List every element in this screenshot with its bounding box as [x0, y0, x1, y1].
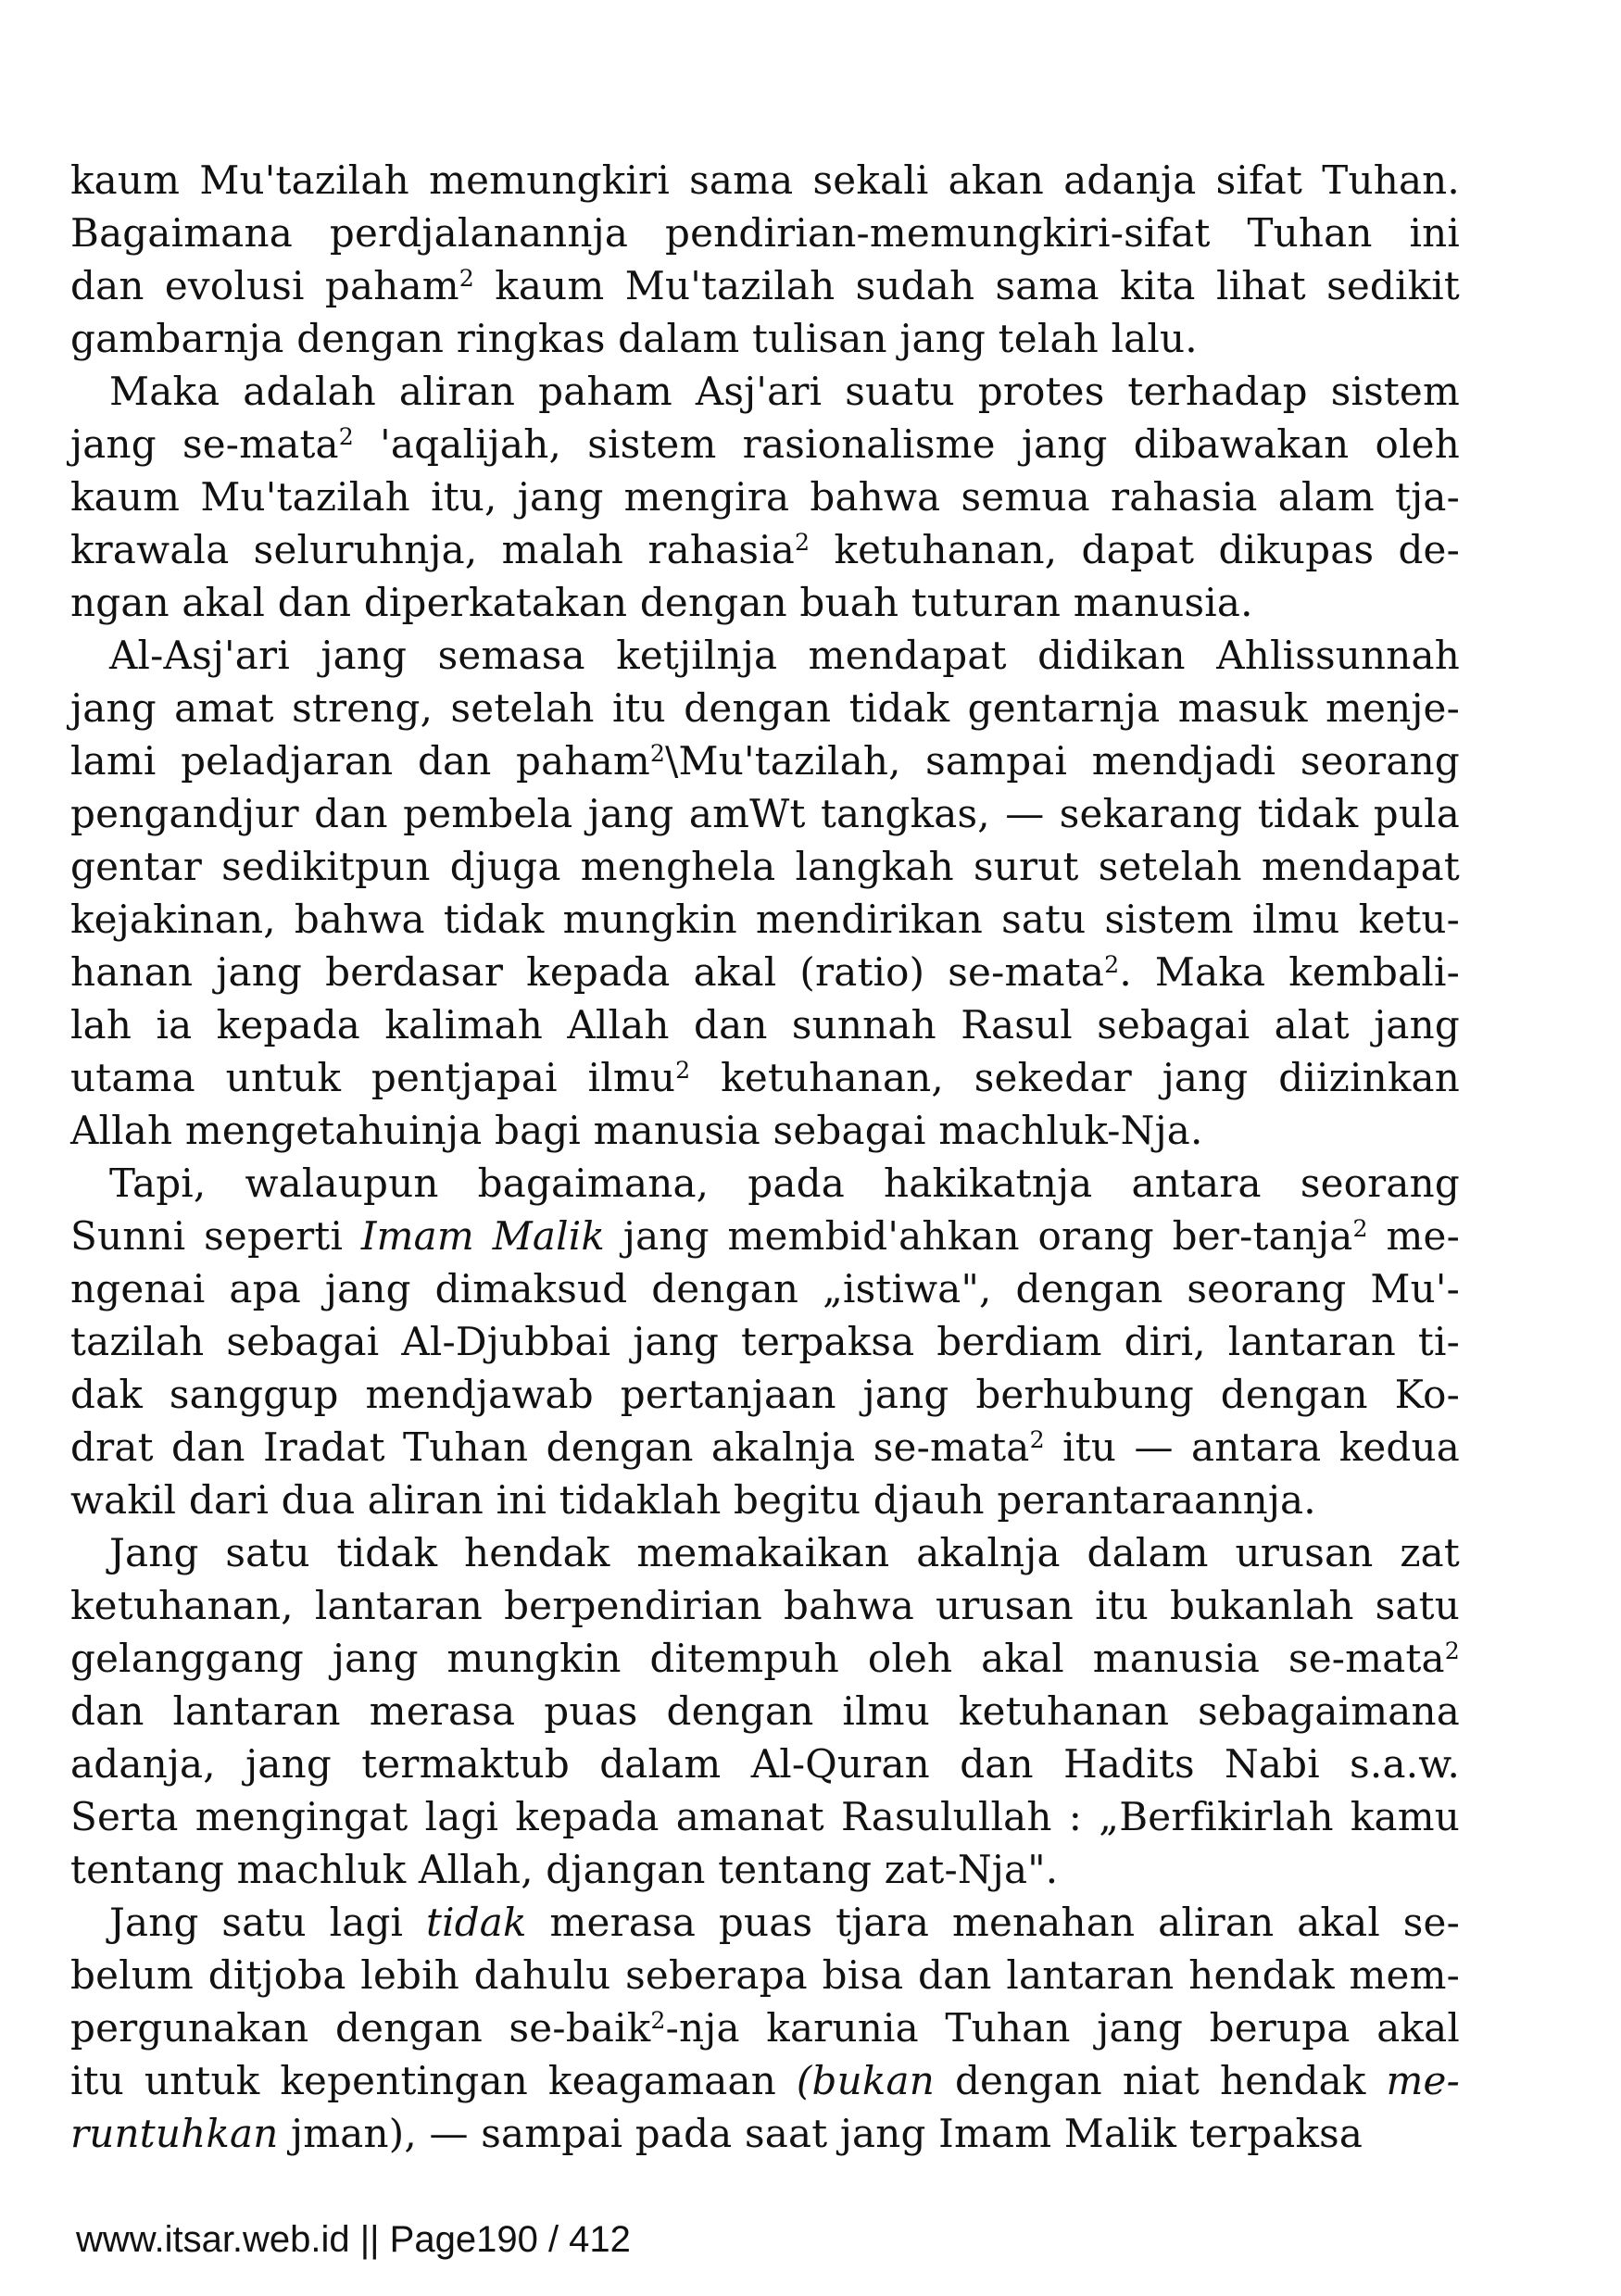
text-segment: . Maka kembali-	[1119, 949, 1460, 995]
text-line	[70, 1579, 1460, 1632]
italic-text: runtuhkan	[70, 2111, 279, 2156]
text-segment: kejakinan, bahwa tidak mungkin mendirikan satu sistem ilmu ketu-	[70, 897, 1460, 942]
text-segment: adanja, jang termaktub dalam Al-Quran dan Hadits Nabi s.a.w.	[70, 1741, 1460, 1787]
text-line	[70, 1315, 1460, 1368]
text-segment: lami peladjaran dan paham	[70, 738, 650, 784]
text-line	[70, 1157, 1460, 1210]
superscript-mark: 2	[1104, 951, 1120, 979]
text-segment: lah ia kepada kalimah Allah dan sunnah Rasul sebagai alat jang	[70, 1002, 1460, 1048]
text-segment: kaum Mu'tazilah memungkiri sama sekali akan adanja sifat Tuhan.	[70, 157, 1460, 203]
text-segment: ketuhanan, lantaran berpendirian bahwa urusan itu bukanlah satu	[70, 1583, 1460, 1628]
text-segment: Tapi, walaupun bagaimana, pada hakikatnja antara seorang	[109, 1161, 1460, 1206]
text-line	[70, 312, 1460, 365]
text-segment: wakil dari dua aliran ini tidaklah begitu djauh perantaraannja.	[70, 1477, 1316, 1523]
superscript-mark: 2	[649, 740, 666, 768]
text-line	[70, 1949, 1460, 2001]
text-line	[70, 1262, 1460, 1315]
text-segment: hanan jang berdasar kepada akal (ratio) se-mata	[70, 949, 1105, 995]
text-line	[70, 1843, 1460, 1896]
text-segment: gentar sedikitpun djuga menghela langkah surut setelah mendapat	[70, 844, 1460, 889]
text-segment: ketuhanan, dapat dikupas de-	[810, 527, 1460, 572]
text-line	[70, 2107, 1460, 2160]
text-line	[70, 2001, 1460, 2054]
text-segment: kaum Mu'tazilah itu, jang mengira bahwa semua rahasia alam tja-	[70, 474, 1460, 520]
italic-text: (bukan	[796, 2058, 935, 2103]
text-segment: itu untuk kepentingan keagamaan	[70, 2058, 797, 2103]
text-line	[70, 998, 1460, 1051]
text-segment: krawala seluruhnja, malah rahasia	[70, 527, 795, 572]
text-segment: gambarnja dengan ringkas dalam tulisan jang telah lalu.	[70, 316, 1198, 361]
superscript-mark: 2	[1029, 1426, 1045, 1454]
text-segment: pergunakan dengan se-baik	[70, 2005, 651, 2051]
text-segment: pengandjur dan pembela jang amWt tangkas, — sekarang tidak pula	[70, 791, 1460, 836]
text-line	[70, 2054, 1460, 2107]
text-segment: tazilah sebagai Al-Djubbai jang terpaksa berdiam diri, lantaran ti-	[70, 1319, 1460, 1364]
text-line	[70, 734, 1460, 787]
text-line	[70, 840, 1460, 893]
text-line	[70, 1790, 1460, 1843]
text-line	[70, 1632, 1460, 1685]
text-segment: -nja karunia Tuhan jang berupa akal	[665, 2005, 1460, 2051]
text-segment: Maka adalah aliran paham Asj'ari suatu protes terhadap sistem	[109, 369, 1460, 414]
text-segment: belum ditjoba lebih dahulu seberapa bisa dan lantaran hendak mem-	[70, 1952, 1460, 1998]
text-segment: me-	[1367, 1213, 1460, 1259]
superscript-mark: 2	[650, 2007, 666, 2035]
text-segment: ngenai apa jang dimaksud dengan „istiwa", dengan seorang Mu'-	[70, 1266, 1460, 1311]
text-line	[70, 365, 1460, 418]
text-line	[70, 1896, 1460, 1949]
text-line	[70, 787, 1460, 840]
body-text	[70, 154, 1460, 2160]
italic-text: tidak	[426, 1900, 527, 1945]
paragraph	[70, 365, 1460, 629]
paragraph	[70, 629, 1460, 1157]
text-segment: jang membid'ahkan orang ber-tanja	[605, 1213, 1353, 1259]
text-line	[70, 682, 1460, 734]
text-segment: merasa puas tjara menahan aliran akal se-	[526, 1900, 1460, 1945]
text-line	[70, 1368, 1460, 1421]
text-line	[70, 1051, 1460, 1104]
text-segment: Jang satu tidak hendak memakaikan akalnja dalam urusan zat	[109, 1530, 1460, 1575]
text-segment: tentang machluk Allah, djangan tentang zat-Nja".	[70, 1847, 1059, 1892]
text-segment: jang amat streng, setelah itu dengan tidak gentarnja masuk menje-	[70, 685, 1460, 731]
superscript-mark: 2	[794, 529, 810, 557]
text-line	[70, 1685, 1460, 1738]
text-line	[70, 576, 1460, 629]
superscript-mark: 2	[1444, 1637, 1460, 1665]
text-segment: Serta mengingat lagi kepada amanat Rasulullah : „Berfikirlah kamu	[70, 1794, 1460, 1839]
text-segment: drat dan Iradat Tuhan dengan akalnja se-mata	[70, 1424, 1030, 1470]
text-line	[70, 946, 1460, 998]
text-line	[70, 893, 1460, 946]
text-segment: kaum Mu'tazilah sudah sama kita lihat sedikit	[473, 263, 1460, 308]
text-segment: Sunni seperti	[70, 1213, 361, 1259]
text-line	[70, 418, 1460, 470]
text-line	[70, 629, 1460, 682]
text-line	[70, 1474, 1460, 1526]
text-segment: dak sanggup mendjawab pertanjaan jang berhubung dengan Ko-	[70, 1372, 1460, 1417]
text-segment: ketuhanan, sekedar jang diizinkan	[690, 1055, 1460, 1100]
superscript-mark: 2	[338, 423, 354, 451]
text-segment: dan lantaran merasa puas dengan ilmu ketuhanan sebagaimana	[70, 1688, 1460, 1734]
text-segment: dengan niat hendak	[934, 2058, 1387, 2103]
text-line	[70, 1104, 1460, 1157]
page-footer: www.itsar.web.id || Page190 / 412	[76, 2219, 631, 2260]
text-line	[70, 207, 1460, 259]
text-segment: Jang satu lagi	[109, 1900, 426, 1945]
text-line	[70, 523, 1460, 576]
text-segment: \Mu'tazilah, sampai mendjadi seorang	[665, 738, 1460, 784]
text-segment: jman), — sampai pada saat jang Imam Malik terpaksa	[278, 2111, 1363, 2156]
text-segment: Allah mengetahuinja bagi manusia sebagai machluk-Nja.	[70, 1108, 1203, 1153]
text-line	[70, 1421, 1460, 1474]
paragraph	[70, 154, 1460, 365]
text-segment: Al-Asj'ari jang semasa ketjilnja mendapat didikan Ahlissunnah	[109, 633, 1460, 678]
text-line	[70, 470, 1460, 523]
text-segment: ngan akal dan diperkatakan dengan buah tuturan manusia.	[70, 580, 1253, 625]
text-line	[70, 1526, 1460, 1579]
superscript-mark: 2	[1352, 1215, 1368, 1243]
text-line	[70, 259, 1460, 312]
paragraph	[70, 1526, 1460, 1896]
superscript-mark: 2	[675, 1057, 691, 1085]
text-line	[70, 1210, 1460, 1262]
text-line	[70, 154, 1460, 207]
superscript-mark: 2	[459, 265, 474, 293]
text-segment: jang se-mata	[70, 421, 339, 467]
italic-text: me-	[1386, 2058, 1460, 2103]
text-segment: Bagaimana perdjalanannja pendirian-memungkiri-sifat Tuhan ini	[70, 210, 1460, 256]
italic-text: Imam Malik	[360, 1213, 606, 1259]
paragraph	[70, 1896, 1460, 2160]
text-segment: gelanggang jang mungkin ditempuh oleh akal manusia se-mata	[70, 1636, 1445, 1681]
text-segment: utama untuk pentjapai ilmu	[70, 1055, 676, 1100]
paragraph	[70, 1157, 1460, 1526]
text-segment: 'aqalijah, sistem rasionalisme jang dibawakan oleh	[354, 421, 1460, 467]
text-segment: itu — antara kedua	[1044, 1424, 1460, 1470]
text-segment: dan evolusi paham	[70, 263, 459, 308]
text-line	[70, 1738, 1460, 1790]
